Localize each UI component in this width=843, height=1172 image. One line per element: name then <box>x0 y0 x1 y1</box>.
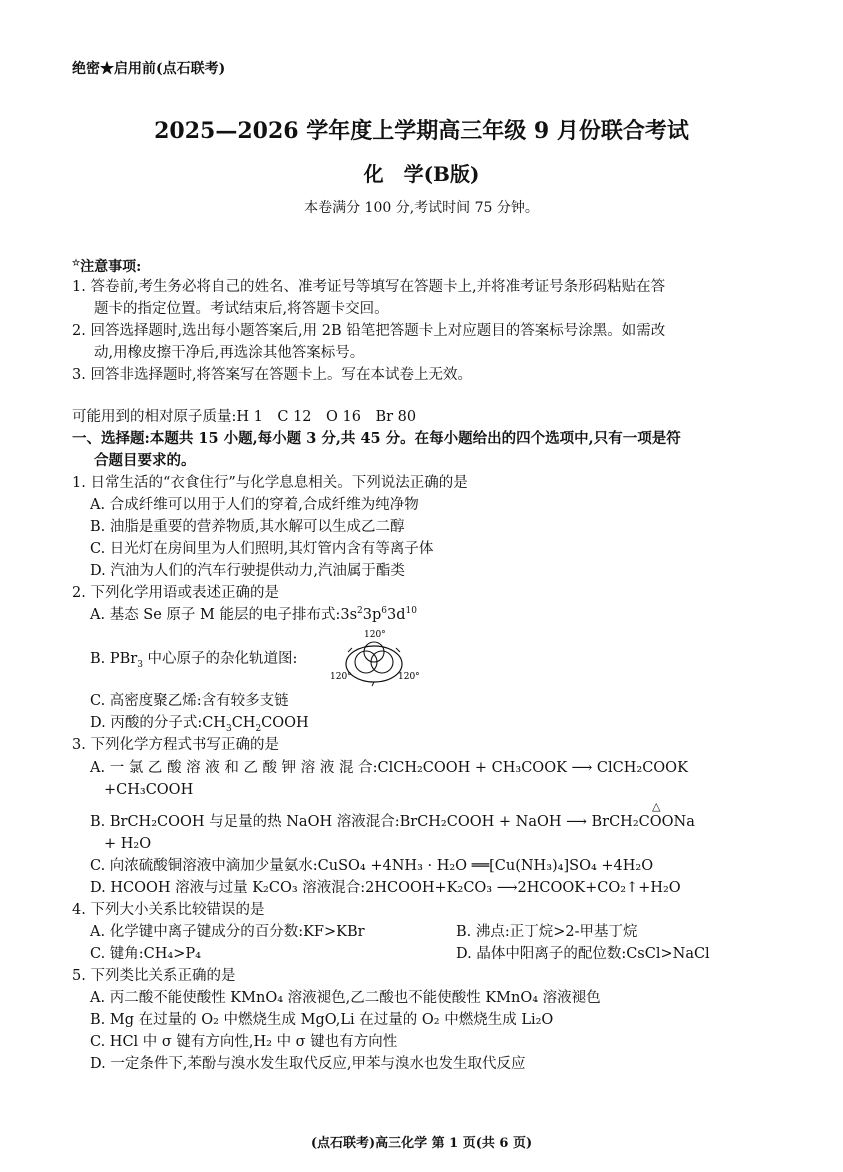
q2-b-sub: 3 <box>137 659 143 670</box>
q5-option-a: A. 丙二酸不能使酸性 KMnO₄ 溶液褪色,乙二酸也不能使酸性 KMnO₄ 溶液褪色 <box>90 990 601 1006</box>
q1-option-a: A. 合成纤维可以用于人们的穿着,合成纤维为纯净物 <box>90 497 419 513</box>
q2-d-sub2: 2 <box>255 723 262 734</box>
angle-top-label: 120° <box>364 630 386 640</box>
notes-title-text: 注意事项: <box>80 259 142 275</box>
subject-title: 化 学(B版) <box>363 162 480 186</box>
q4-option-b: B. 沸点:正丁烷>2-甲基丁烷 <box>456 924 638 940</box>
notes-title <box>72 256 141 276</box>
q1-option-c: C. 日光灯在房间里为人们照明,其灯管内含有等离子体 <box>90 541 434 557</box>
q2-a-3d: 3d <box>387 607 406 623</box>
q3-option-d: D. HCOOH 溶液与过量 K₂CO₃ 溶液混合:2HCOOH+K₂CO₃ ⟶2HCOOK+CO₂↑+H₂O <box>90 880 681 896</box>
q4-option-a: A. 化学键中离子键成分的百分数:KF>KBr <box>90 924 365 940</box>
page-footer: (点石联考)高三化学 第 1 页(共 6 页) <box>310 1136 533 1151</box>
q3-option-a-line1: A. 一 氯 乙 酸 溶 液 和 乙 酸 钾 溶 液 混 合:ClCH₂COOH + CH₃COOK ⟶ ClCH₂COOK <box>90 760 688 776</box>
q3-stem: 3. 下列化学方程式书写正确的是 <box>72 737 279 753</box>
star-icon: ☆ <box>72 258 81 269</box>
q3-option-c: C. 向浓硫酸铜溶液中滴加少量氨水:CuSO₄ +4NH₃ · H₂O ══[Cu(NH₃)₄]SO₄ +4H₂O <box>90 858 654 874</box>
q2-stem: 2. 下列化学用语或表述正确的是 <box>72 585 279 601</box>
q5-option-b: B. Mg 在过量的 O₂ 中燃烧生成 MgO,Li 在过量的 O₂ 中燃烧生成 Li₂O <box>90 1012 554 1028</box>
q2-option-d <box>90 712 309 734</box>
q2-option-c: C. 高密度聚乙烯:含有较多支链 <box>90 693 289 709</box>
q4-option-d: D. 晶体中阳离子的配位数:CsCl>NaCl <box>456 946 710 962</box>
q5-option-c: C. HCl 中 σ 键有方向性,H₂ 中 σ 键也有方向性 <box>90 1034 398 1050</box>
atomic-masses: 可能用到的相对原子质量:H 1 C 12 O 16 Br 80 <box>72 409 417 425</box>
exam-info: 本卷满分 100 分,考试时间 75 分钟。 <box>304 200 539 216</box>
q4-option-c: C. 键角:CH₄>P₄ <box>90 946 201 962</box>
heat-condition: △ <box>652 800 661 813</box>
q2-a-sup-s: 2 <box>357 606 363 617</box>
angle-left-label: 120° <box>330 672 352 682</box>
q2-b-post: 中心原子的杂化轨道图: <box>142 651 298 667</box>
q3-option-a-line2: +CH₃COOH <box>104 782 194 798</box>
q2-d-post: COOH <box>261 715 309 731</box>
q1-stem: 1. 日常生活的“衣食住行”与化学息息相关。下列说法正确的是 <box>72 475 468 491</box>
q2-a-text: A. 基态 Se 原子 M 能层的电子排布式:3s <box>90 607 358 623</box>
q2-option-a <box>90 604 417 626</box>
top-label: 绝密★启用前(点石联考) <box>72 61 226 77</box>
section-header-line2: 合题目要求的。 <box>94 452 196 469</box>
q2-d-text: D. 丙酸的分子式:CH <box>90 715 226 731</box>
note-1b: 题卡的指定位置。考试结束后,将答题卡交回。 <box>94 301 389 317</box>
q5-option-d: D. 一定条件下,苯酚与溴水发生取代反应,甲苯与溴水也发生取代反应 <box>90 1056 526 1072</box>
note-1a: 1. 答卷前,考生务必将自己的姓名、准考证号等填写在答题卡上,并将准考证号条形码粘贴在答 <box>72 279 666 295</box>
q1-option-d: D. 汽油为人们的汽车行驶提供动力,汽油属于酯类 <box>90 563 405 579</box>
note-3: 3. 回答非选择题时,将答案写在答题卡上。写在本试卷上无效。 <box>72 367 473 383</box>
q5-stem: 5. 下列类比关系正确的是 <box>72 968 236 984</box>
angle-right-label: 120° <box>398 672 420 682</box>
note-2b: 动,用橡皮擦干净后,再选涂其他答案标号。 <box>94 345 365 361</box>
q2-d-sub1: 3 <box>225 723 232 734</box>
q2-a-sup-d: 10 <box>405 606 417 617</box>
note-2a: 2. 回答选择题时,选出每小题答案后,用 2B 铅笔把答题卡上对应题目的答案标号涂黑。如需改 <box>72 323 666 339</box>
q2-a-sup-p: 6 <box>381 606 388 617</box>
hybrid-orbital-diagram <box>330 628 430 690</box>
q2-b-text: B. PBr <box>90 651 138 667</box>
page-title: 2025—2026 学年度上学期高三年级 9 月份联合考试 <box>154 118 689 144</box>
q2-a-3p: 3p <box>362 607 382 623</box>
q3-option-b-line2: + H₂O <box>104 836 152 852</box>
q2-d-mid: CH <box>231 715 256 731</box>
section-header-line1: 一、选择题:本题共 15 小题,每小题 3 分,共 45 分。在每小题给出的四个选项中,只有一项是符 <box>72 430 681 447</box>
q1-option-b: B. 油脂是重要的营养物质,其水解可以生成乙二醇 <box>90 519 405 535</box>
q4-stem: 4. 下列大小关系比较错误的是 <box>72 902 265 918</box>
q3-option-b-line1: B. BrCH₂COOH 与足量的热 NaOH 溶液混合:BrCH₂COOH + NaOH ⟶ BrCH₂COONa <box>90 814 695 830</box>
q2-option-b <box>90 648 297 670</box>
